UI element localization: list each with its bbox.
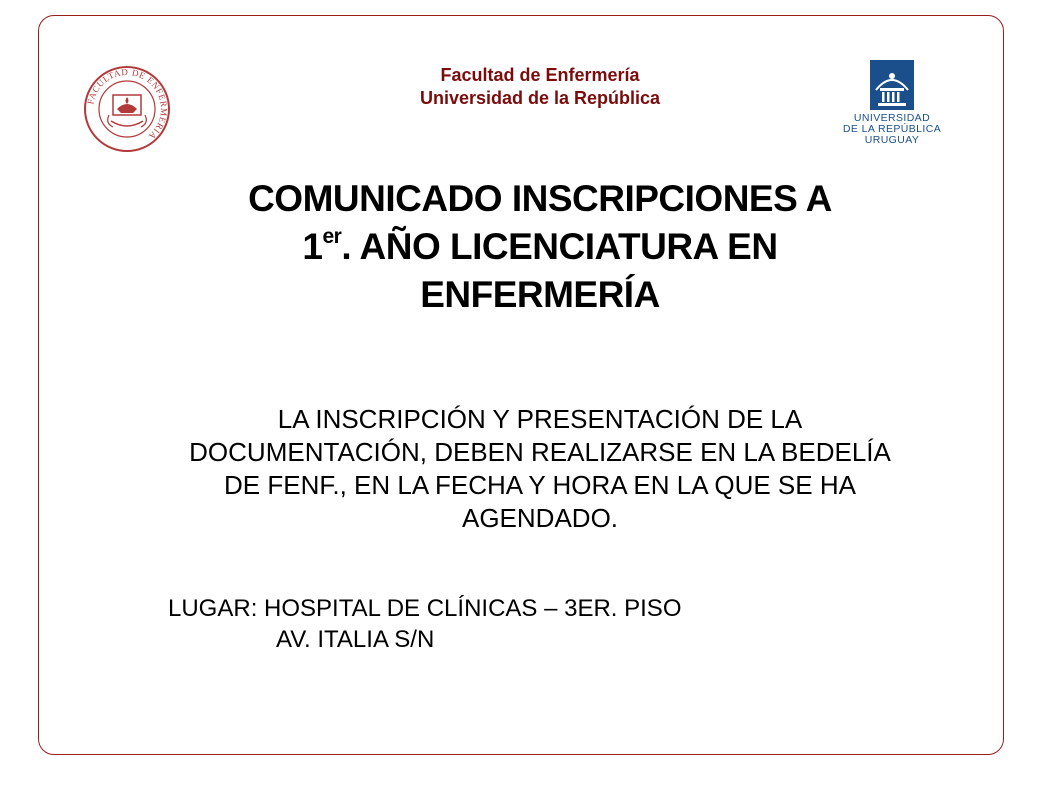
udelar-logo: [842, 60, 942, 146]
udelar-logo-text: [842, 113, 942, 146]
university-building-icon: [870, 60, 914, 110]
seal-ring-text: FACULTAD DE ENFERMERIA: [85, 66, 170, 142]
udelar-line-1: UNIVERSIDAD: [853, 112, 931, 124]
title-ordinal-suffix: er: [322, 224, 342, 248]
announcement-title: [140, 175, 940, 319]
title-line-1: COMUNICADO INSCRIPCIONES A: [248, 178, 832, 219]
udelar-line-2: DE LA REPÚBLICA: [842, 123, 942, 135]
udelar-line-3: URUGUAY: [864, 134, 920, 146]
faculty-name: Facultad de Enfermería: [440, 65, 640, 85]
location-block: [168, 593, 868, 655]
university-name: Universidad de la República: [419, 88, 661, 108]
location-line-1: LUGAR: HOSPITAL DE CLÍNICAS – 3ER. PISO: [168, 595, 682, 622]
page-header: [330, 64, 750, 110]
announcement-body: LA INSCRIPCIÓN Y PRESENTACIÓN DE LA DOCUMENTACIÓN, DEBEN REALIZARSE EN LA BEDELÍA DE FENF., EN LA FECHA Y HORA EN LA QUE SE HA AGENDADO.: [189, 404, 891, 533]
title-ordinal: 1: [302, 226, 323, 267]
title-line-3: ENFERMERÍA: [420, 274, 660, 315]
title-line-2: [140, 223, 940, 271]
location-line-2: AV. ITALIA S/N: [276, 626, 435, 653]
faculty-seal-logo: [83, 65, 171, 153]
title-line-2-rest: . AÑO LICENCIATURA EN: [341, 226, 778, 267]
